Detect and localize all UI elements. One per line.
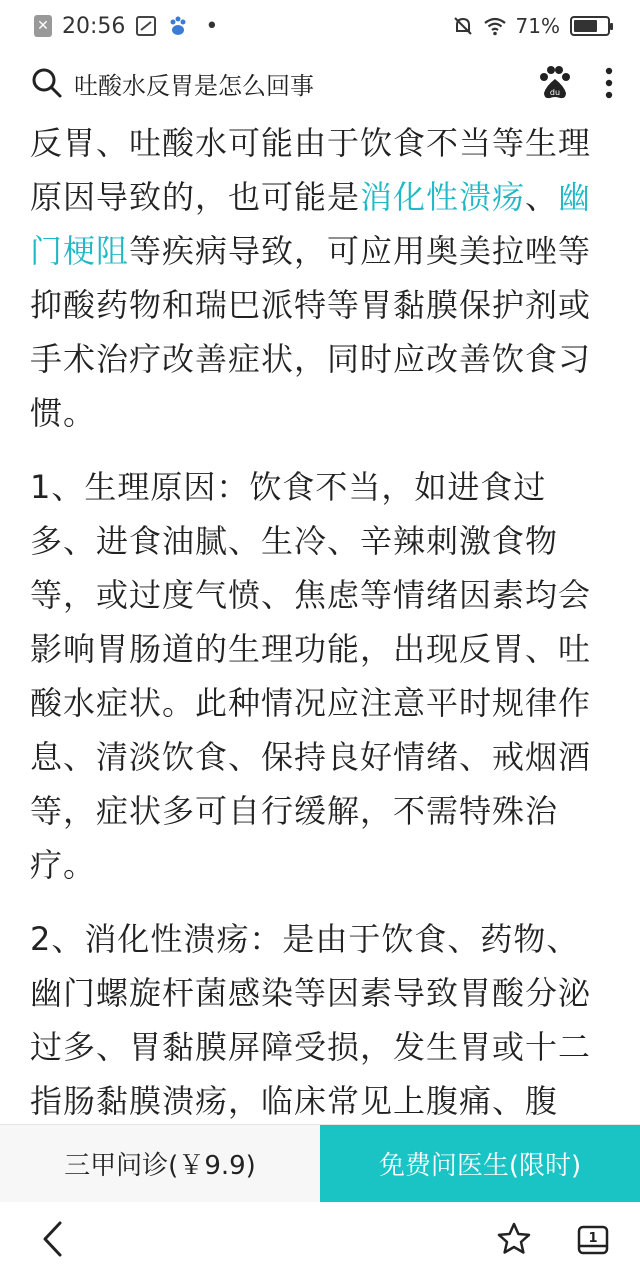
intro-text-1: 反胃、吐酸水可能由于饮食不当等生理原因导致的，也可能是	[30, 124, 592, 216]
battery-icon	[570, 16, 610, 36]
tab-count: 1	[588, 1231, 598, 1246]
battery-level	[574, 20, 597, 32]
section-1-paragraph: 1、生理原因：饮食不当，如进食过多、进食油腻、生冷、辛辣刺激食物等，或过度气愤、焦虑等情绪因素均会影响胃肠道的生理功能，出现反胃、吐酸水症状。此种情况应注意平时规律作息、清淡饮食、保持良好情绪、戒烟酒等，症状多可自行缓解，不需特殊治疗。	[30, 468, 592, 884]
svg-text:du: du	[549, 88, 561, 97]
link-pyloric-obstruction[interactable]: 幽门梗阻	[30, 178, 592, 270]
mute-bell-icon	[452, 15, 474, 37]
status-right	[452, 14, 610, 38]
search-header	[0, 52, 640, 114]
intro-text-2: 等疾病导致，可应用奥美拉唑等抑酸药物和瑞巴派特等胃黏膜保护剂或手术治疗改善症状，同时应改善饮食习惯。	[30, 232, 592, 432]
battery-percent: 71%	[515, 14, 560, 38]
baidu-logo-icon[interactable]	[536, 64, 574, 102]
intro-paragraph	[30, 116, 612, 440]
free-ask-doctor-button[interactable]: 免费问医生(限时)	[320, 1125, 640, 1202]
status-left	[34, 14, 218, 39]
back-chevron-icon[interactable]	[40, 1219, 64, 1259]
action-bar	[0, 1124, 640, 1202]
article-body	[30, 116, 612, 1148]
status-bar	[0, 0, 640, 52]
search-query[interactable]: 吐酸水反胃是怎么回事	[74, 71, 314, 100]
status-time: 20:56	[62, 13, 126, 39]
nav-bar	[0, 1202, 640, 1276]
status-dot-icon: •	[205, 13, 219, 39]
wifi-icon	[484, 15, 506, 37]
notification-x-icon: ✕	[34, 15, 52, 37]
section-2-paragraph: 2、消化性溃疡：是由于饮食、药物、幽门螺旋杆菌感染等因素导致胃酸分泌过多、胃黏膜屏障受损，发生胃或十二指肠黏膜溃疡，临床常见上腹痛、腹	[30, 920, 592, 1120]
tabs-icon[interactable]	[576, 1222, 610, 1256]
baidu-paw-small-icon	[167, 15, 189, 37]
search-icon[interactable]	[30, 66, 64, 100]
intro-separator: 、	[525, 178, 559, 216]
favorite-star-icon[interactable]	[496, 1221, 532, 1257]
screenshot-icon	[135, 15, 157, 37]
nav-right	[496, 1221, 610, 1257]
more-vertical-icon[interactable]	[604, 66, 614, 100]
tertiary-consult-button[interactable]: 三甲问诊(￥9.9)	[0, 1125, 320, 1202]
link-peptic-ulcer[interactable]: 消化性溃疡	[360, 178, 526, 216]
